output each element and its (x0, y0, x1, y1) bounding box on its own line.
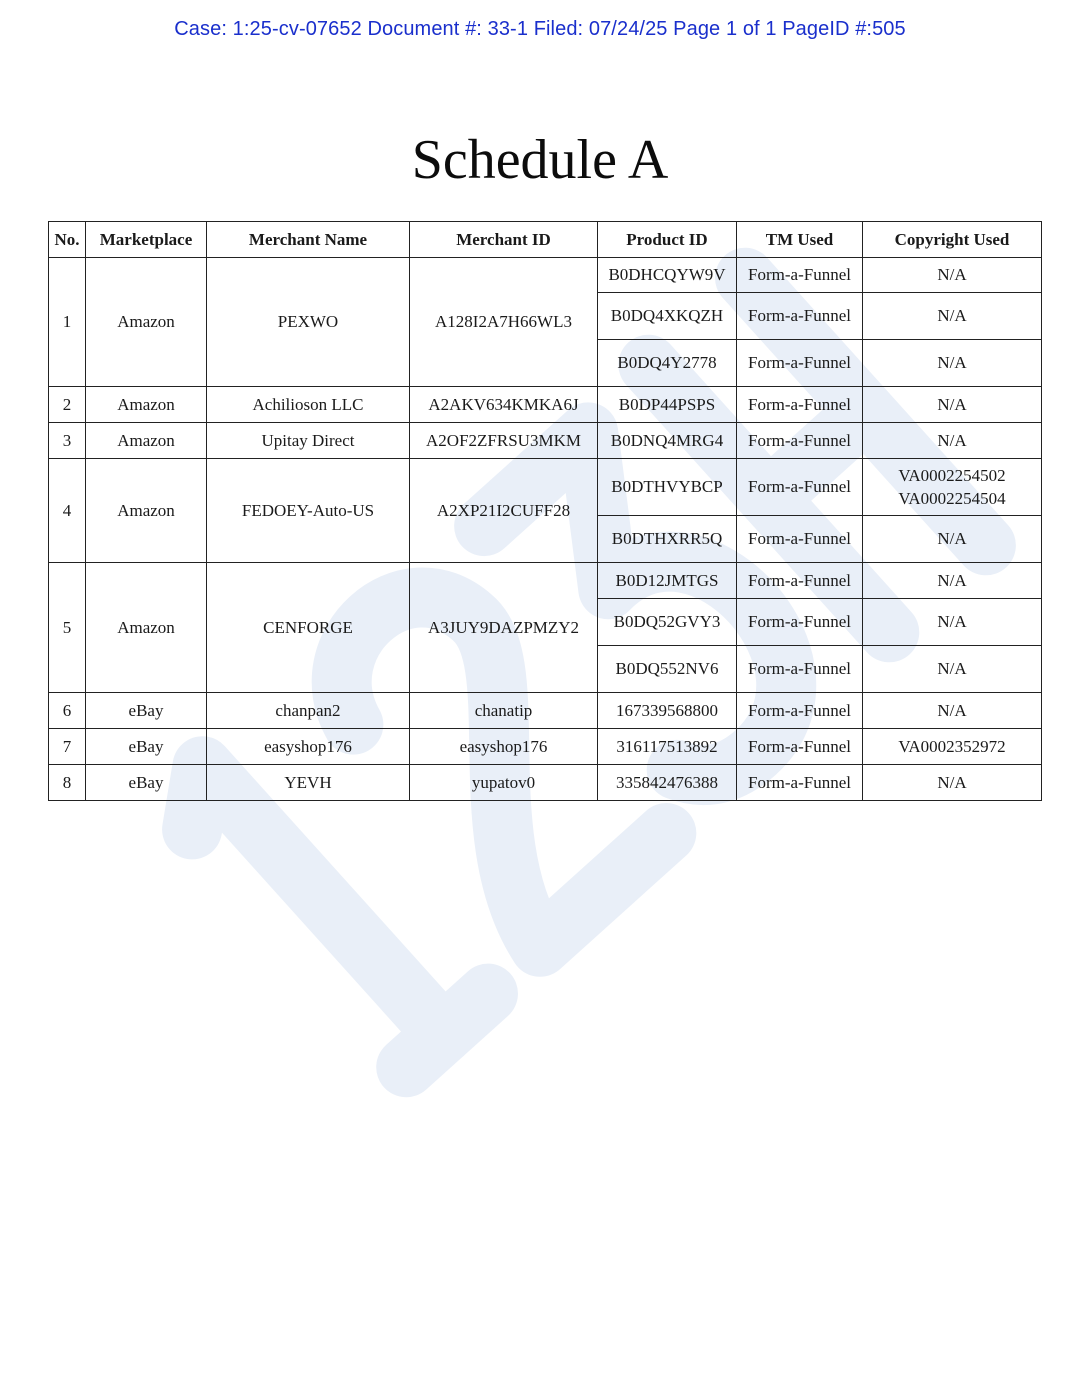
product-id: B0DQ552NV6 (598, 646, 737, 693)
page-title: Schedule A (411, 129, 669, 191)
merchant-id: yupatov0 (410, 765, 598, 801)
product-id: B0DP44PSPS (598, 387, 737, 423)
copyright-used (863, 459, 1042, 516)
copyright-number: VA0002254502 (898, 466, 1006, 485)
entry-number: 6 (49, 693, 86, 729)
column-header-marketplace: Marketplace (86, 222, 207, 258)
tm-used: Form-a-Funnel (737, 646, 863, 693)
merchant-name: YEVH (207, 765, 410, 801)
table-row (49, 563, 1042, 599)
tm-used: Form-a-Funnel (737, 423, 863, 459)
copyright-used: N/A (863, 258, 1042, 293)
entry-number: 2 (49, 387, 86, 423)
entry-number: 5 (49, 563, 86, 693)
tm-used: Form-a-Funnel (737, 516, 863, 563)
merchant-name: FEDOEY-Auto-US (207, 459, 410, 563)
merchant-name: PEXWO (207, 258, 410, 387)
tm-used: Form-a-Funnel (737, 258, 863, 293)
column-header-merchant-id: Merchant ID (410, 222, 598, 258)
product-id: 167339568800 (598, 693, 737, 729)
merchant-name: Upitay Direct (207, 423, 410, 459)
marketplace: eBay (86, 729, 207, 765)
column-header-no: No. (49, 222, 86, 258)
marketplace: Amazon (86, 423, 207, 459)
product-id: B0DTHXRR5Q (598, 516, 737, 563)
table-row (49, 729, 1042, 765)
merchant-name: chanpan2 (207, 693, 410, 729)
copyright-used: N/A (863, 599, 1042, 646)
merchant-name: Achilioson LLC (207, 387, 410, 423)
marketplace: Amazon (86, 459, 207, 563)
column-header-tm-used: TM Used (737, 222, 863, 258)
copyright-used: VA0002352972 (863, 729, 1042, 765)
copyright-used: N/A (863, 423, 1042, 459)
table-row (49, 423, 1042, 459)
table-row (49, 693, 1042, 729)
table-row (49, 459, 1042, 516)
tm-used: Form-a-Funnel (737, 293, 863, 340)
tm-used: Form-a-Funnel (737, 563, 863, 599)
merchant-id: A3JUY9DAZPMZY2 (410, 563, 598, 693)
entry-number: 4 (49, 459, 86, 563)
tm-used: Form-a-Funnel (737, 693, 863, 729)
product-id: B0DTHVYBCP (598, 459, 737, 516)
marketplace: eBay (86, 765, 207, 801)
product-id: 316117513892 (598, 729, 737, 765)
product-id: B0DHCQYW9V (598, 258, 737, 293)
product-id: 335842476388 (598, 765, 737, 801)
copyright-number: VA0002254504 (898, 489, 1006, 508)
product-id: B0DQ4Y2778 (598, 340, 737, 387)
marketplace: Amazon (86, 563, 207, 693)
tm-used: Form-a-Funnel (737, 599, 863, 646)
marketplace: eBay (86, 693, 207, 729)
column-header-product-id: Product ID (598, 222, 737, 258)
tm-used: Form-a-Funnel (737, 459, 863, 516)
merchant-name: CENFORGE (207, 563, 410, 693)
column-header-merchant-name: Merchant Name (207, 222, 410, 258)
merchant-name: easyshop176 (207, 729, 410, 765)
product-id: B0DQ4XKQZH (598, 293, 737, 340)
column-header-copyright-used: Copyright Used (863, 222, 1042, 258)
merchant-id: A2AKV634KMKA6J (410, 387, 598, 423)
entry-number: 7 (49, 729, 86, 765)
merchant-id: chanatip (410, 693, 598, 729)
marketplace: Amazon (86, 258, 207, 387)
tm-used: Form-a-Funnel (737, 765, 863, 801)
copyright-used: N/A (863, 563, 1042, 599)
table-header-row (49, 222, 1042, 258)
product-id: B0D12JMTGS (598, 563, 737, 599)
copyright-used: N/A (863, 646, 1042, 693)
entry-number: 8 (49, 765, 86, 801)
tm-used: Form-a-Funnel (737, 729, 863, 765)
merchant-id: easyshop176 (410, 729, 598, 765)
copyright-used: N/A (863, 693, 1042, 729)
merchant-id: A2XP21I2CUFF28 (410, 459, 598, 563)
entry-number: 1 (49, 258, 86, 387)
copyright-used: N/A (863, 387, 1042, 423)
product-id: B0DQ52GVY3 (598, 599, 737, 646)
merchant-id: A128I2A7H66WL3 (410, 258, 598, 387)
table-row (49, 765, 1042, 801)
entry-number: 3 (49, 423, 86, 459)
tm-used: Form-a-Funnel (737, 340, 863, 387)
table-row (49, 387, 1042, 423)
marketplace: Amazon (86, 387, 207, 423)
table-row (49, 258, 1042, 293)
tm-used: Form-a-Funnel (737, 387, 863, 423)
product-id: B0DNQ4MRG4 (598, 423, 737, 459)
copyright-used: N/A (863, 293, 1042, 340)
copyright-used: N/A (863, 340, 1042, 387)
copyright-used: N/A (863, 765, 1042, 801)
copyright-used: N/A (863, 516, 1042, 563)
case-header: Case: 1:25-cv-07652 Document #: 33-1 Filed: 07/24/25 Page 1 of 1 PageID #:505 (174, 18, 906, 40)
schedule-table (48, 221, 1042, 801)
merchant-id: A2OF2ZFRSU3MKM (410, 423, 598, 459)
